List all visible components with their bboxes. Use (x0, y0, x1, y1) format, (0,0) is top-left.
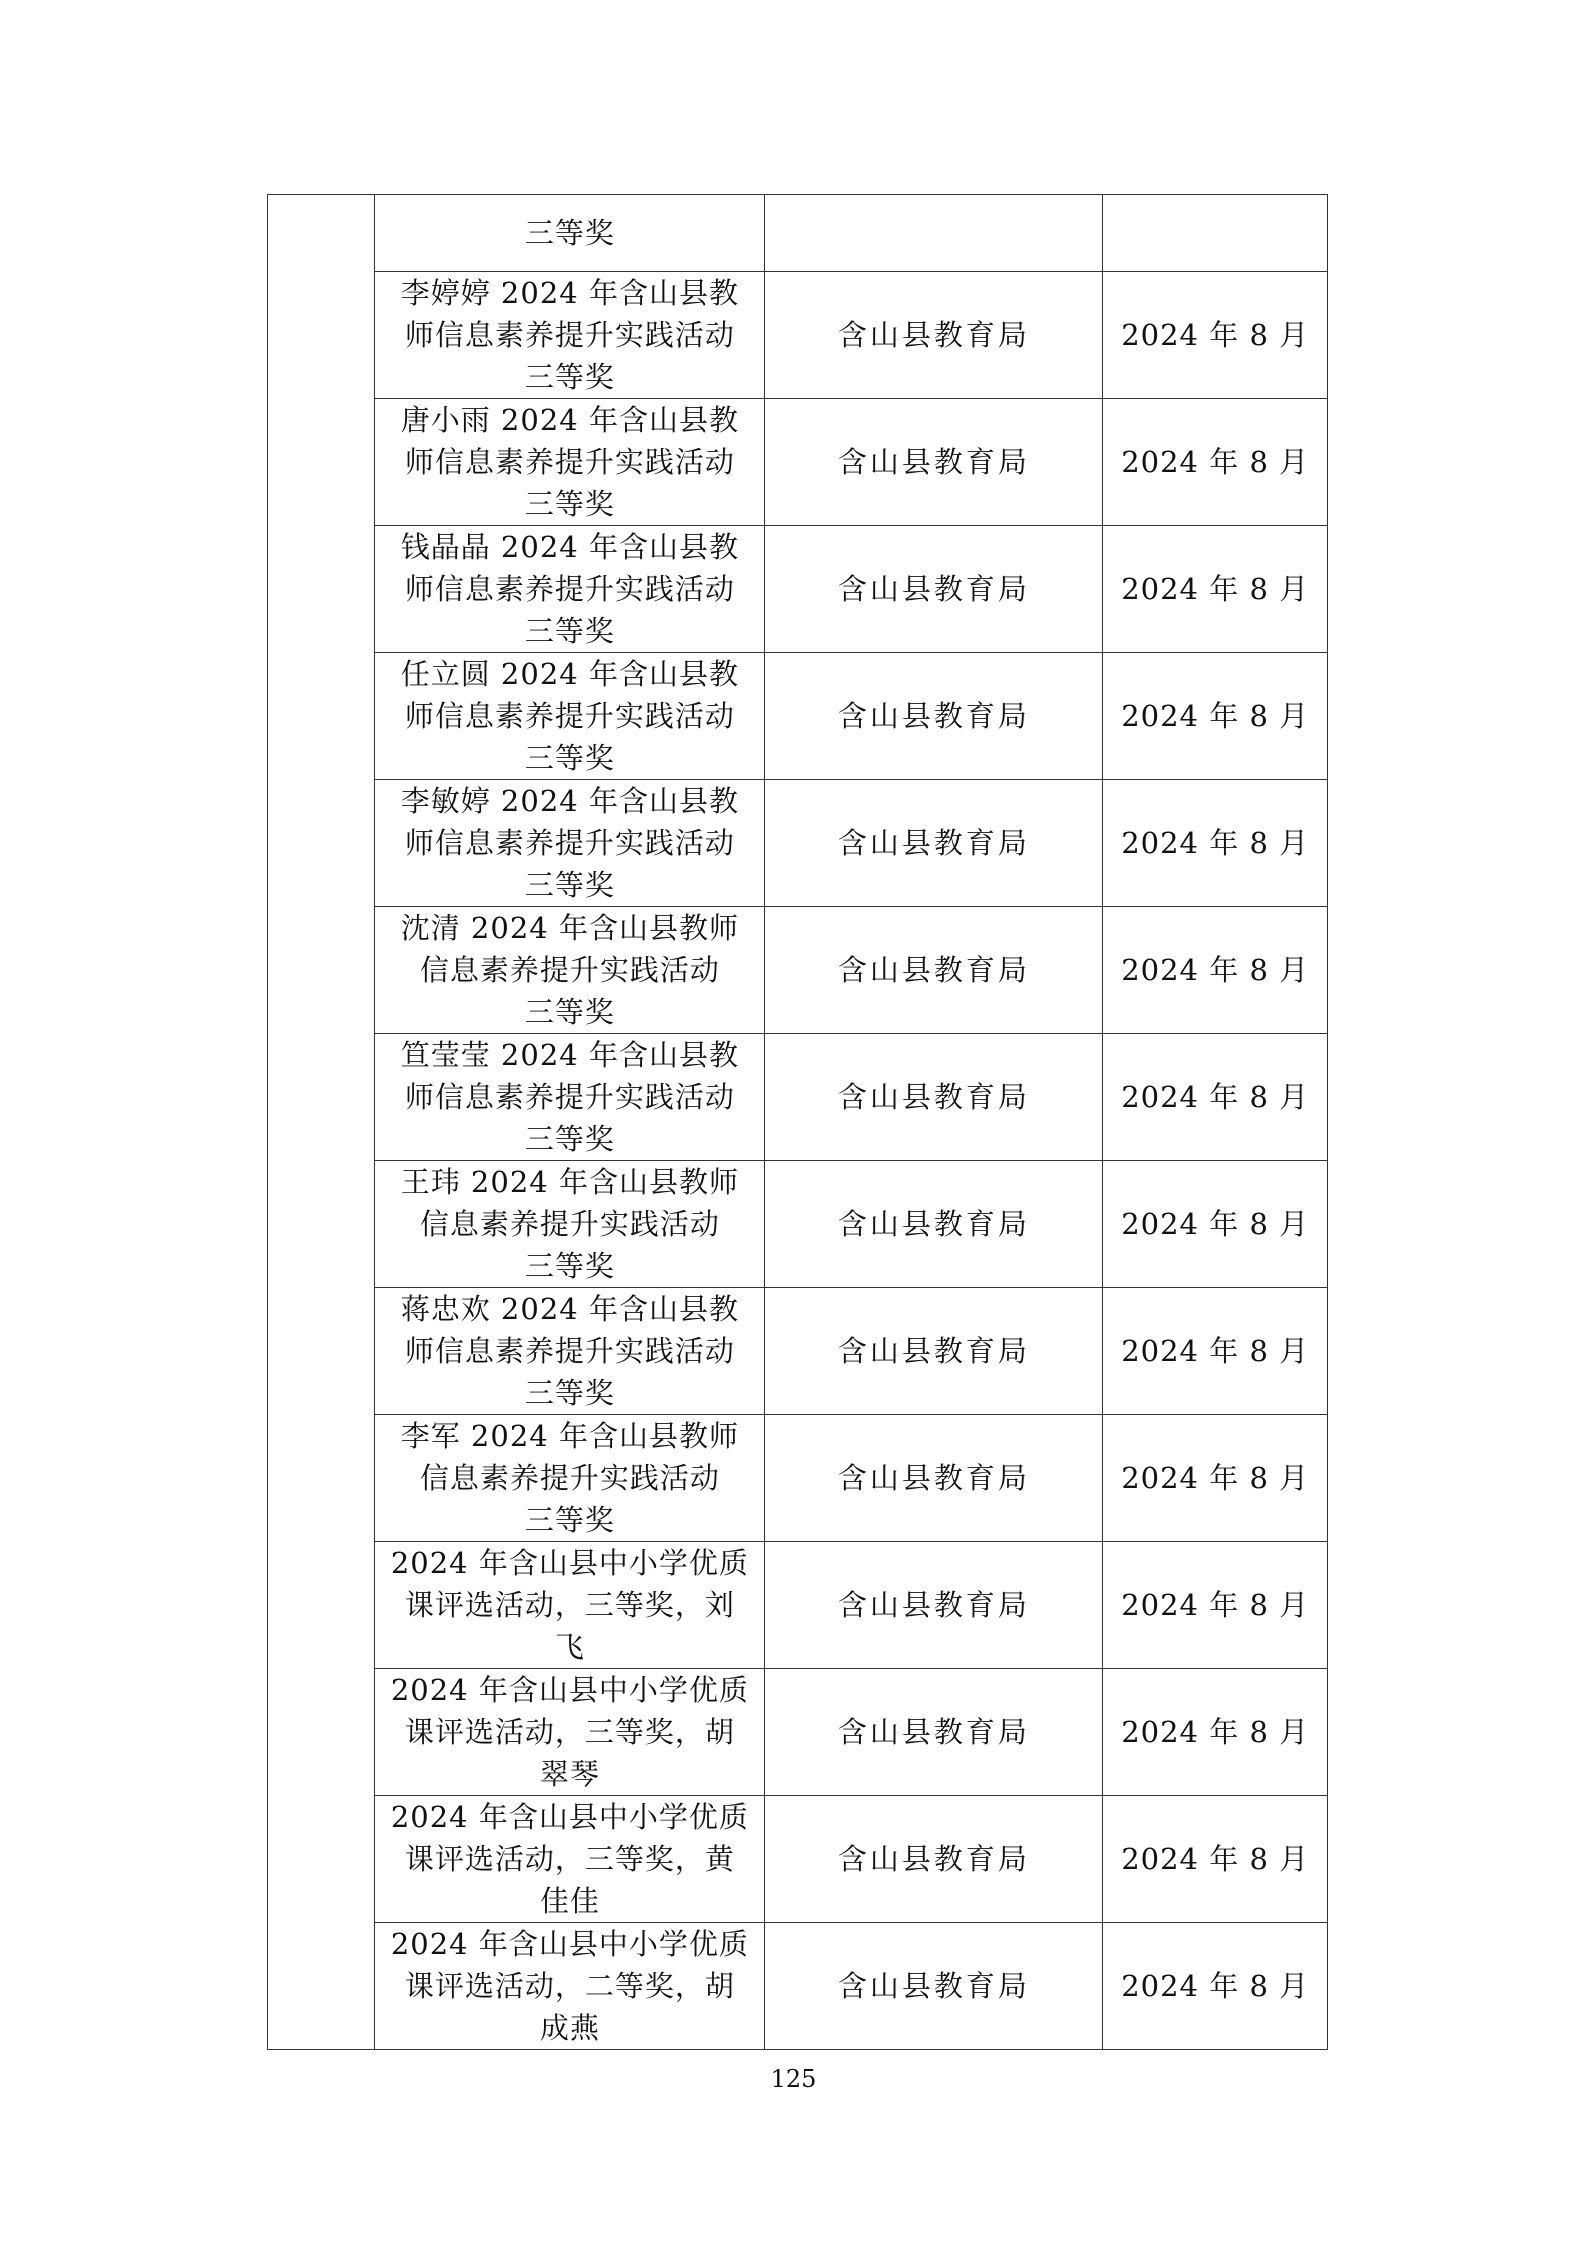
award-text: 李婷婷 2024 年含山县教 师信息素养提升实践活动 三等奖 (400, 276, 739, 394)
award-text: 2024 年含山县中小学优质 课评选活动，三等奖，黄 佳佳 (390, 1800, 749, 1918)
issuer-cell: 含山县教育局 (765, 1542, 1103, 1669)
award-text: 任立圆 2024 年含山县教 师信息素养提升实践活动 三等奖 (400, 657, 739, 775)
award-cell (375, 1796, 765, 1923)
issuer-cell: 含山县教育局 (765, 907, 1103, 1034)
date-cell: 2024 年 8 月 (1103, 1034, 1328, 1161)
award-cell (375, 195, 765, 272)
award-cell (375, 1288, 765, 1415)
award-cell (375, 1669, 765, 1796)
award-cell (375, 526, 765, 653)
award-cell (375, 653, 765, 780)
award-text: 2024 年含山县中小学优质 课评选活动，三等奖，胡 翠琴 (390, 1673, 749, 1791)
date-cell: 2024 年 8 月 (1103, 526, 1328, 653)
issuer-cell: 含山县教育局 (765, 653, 1103, 780)
table-row (268, 1161, 1328, 1288)
table-row (268, 1669, 1328, 1796)
date-cell: 2024 年 8 月 (1103, 1542, 1328, 1669)
award-cell (375, 399, 765, 526)
date-cell: 2024 年 8 月 (1103, 653, 1328, 780)
date-cell (1103, 195, 1328, 272)
award-text: 2024 年含山县中小学优质 课评选活动，二等奖，胡 成燕 (390, 1927, 749, 2045)
award-text: 2024 年含山县中小学优质 课评选活动，三等奖，刘 飞 (390, 1546, 749, 1664)
category-cell (268, 195, 375, 2050)
award-text: 沈清 2024 年含山县教师 信息素养提升实践活动 三等奖 (400, 911, 739, 1029)
table-row (268, 1415, 1328, 1542)
date-cell: 2024 年 8 月 (1103, 1669, 1328, 1796)
award-text: 蒋忠欢 2024 年含山县教 师信息素养提升实践活动 三等奖 (400, 1292, 739, 1410)
issuer-cell: 含山县教育局 (765, 1796, 1103, 1923)
table-row (268, 399, 1328, 526)
date-cell: 2024 年 8 月 (1103, 1923, 1328, 2050)
date-cell: 2024 年 8 月 (1103, 1415, 1328, 1542)
date-cell: 2024 年 8 月 (1103, 1796, 1328, 1923)
award-cell (375, 780, 765, 907)
issuer-cell: 含山县教育局 (765, 1669, 1103, 1796)
awards-table (267, 194, 1328, 2050)
date-cell: 2024 年 8 月 (1103, 1288, 1328, 1415)
date-cell: 2024 年 8 月 (1103, 399, 1328, 526)
table-row (268, 780, 1328, 907)
award-cell (375, 907, 765, 1034)
award-cell (375, 272, 765, 399)
table-row (268, 272, 1328, 399)
award-cell (375, 1415, 765, 1542)
issuer-cell: 含山县教育局 (765, 526, 1103, 653)
issuer-cell: 含山县教育局 (765, 1034, 1103, 1161)
table-row (268, 907, 1328, 1034)
award-text: 唐小雨 2024 年含山县教 师信息素养提升实践活动 三等奖 (400, 403, 739, 521)
award-text: 王玮 2024 年含山县教师 信息素养提升实践活动 三等奖 (400, 1165, 739, 1283)
date-cell: 2024 年 8 月 (1103, 272, 1328, 399)
issuer-cell: 含山县教育局 (765, 1923, 1103, 2050)
award-cell (375, 1542, 765, 1669)
table-row (268, 1796, 1328, 1923)
award-text: 笪莹莹 2024 年含山县教 师信息素养提升实践活动 三等奖 (400, 1038, 739, 1156)
award-text: 钱晶晶 2024 年含山县教 师信息素养提升实践活动 三等奖 (400, 530, 739, 648)
date-cell: 2024 年 8 月 (1103, 907, 1328, 1034)
awards-table-body (268, 195, 1328, 2050)
issuer-cell: 含山县教育局 (765, 1288, 1103, 1415)
issuer-cell: 含山县教育局 (765, 1161, 1103, 1288)
award-text: 李敏婷 2024 年含山县教 师信息素养提升实践活动 三等奖 (400, 784, 739, 902)
issuer-cell: 含山县教育局 (765, 272, 1103, 399)
award-cell (375, 1034, 765, 1161)
award-cell (375, 1923, 765, 2050)
table-row (268, 1034, 1328, 1161)
award-cell (375, 1161, 765, 1288)
date-cell: 2024 年 8 月 (1103, 1161, 1328, 1288)
issuer-cell: 含山县教育局 (765, 780, 1103, 907)
award-text: 三等奖 (524, 216, 615, 250)
table-row (268, 1542, 1328, 1669)
table-row (268, 526, 1328, 653)
page-number: 125 (770, 2065, 817, 2093)
issuer-cell: 含山县教育局 (765, 399, 1103, 526)
table-row (268, 653, 1328, 780)
date-cell: 2024 年 8 月 (1103, 780, 1328, 907)
table-row (268, 195, 1328, 272)
issuer-cell (765, 195, 1103, 272)
issuer-cell: 含山县教育局 (765, 1415, 1103, 1542)
award-text: 李军 2024 年含山县教师 信息素养提升实践活动 三等奖 (400, 1419, 739, 1537)
table-row (268, 1923, 1328, 2050)
table-row (268, 1288, 1328, 1415)
